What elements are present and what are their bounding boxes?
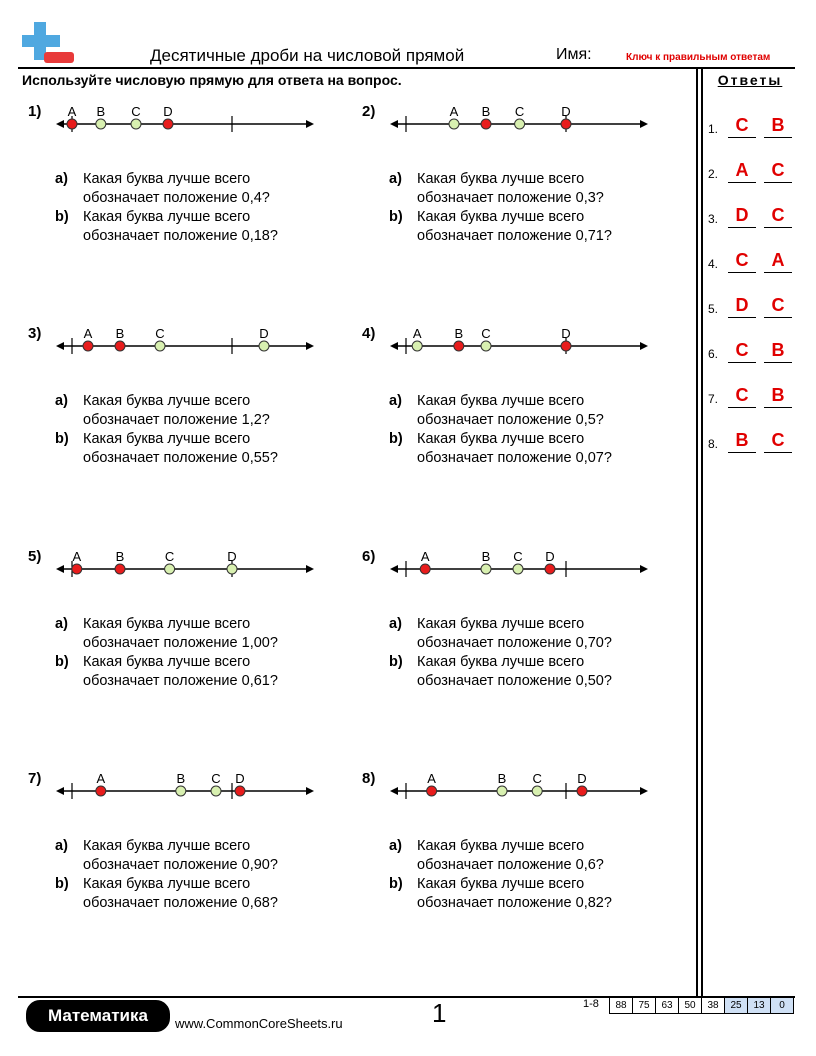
score-cell: 0 xyxy=(770,997,794,1014)
question-b xyxy=(55,208,355,246)
point-letter: B xyxy=(481,549,491,564)
question-b xyxy=(55,653,355,691)
plus-minus-logo-icon xyxy=(22,22,78,70)
point-letter: C xyxy=(211,771,221,786)
answer-a[interactable]: C xyxy=(728,338,756,363)
point-letter: B xyxy=(115,326,125,341)
point-marker xyxy=(115,341,125,351)
point-marker xyxy=(235,786,245,796)
question-a xyxy=(55,837,355,875)
score-cell: 75 xyxy=(632,997,656,1014)
answer-row xyxy=(706,248,798,278)
answer-row xyxy=(706,113,798,143)
point-marker xyxy=(513,564,523,574)
question-line-2: обозначает положение 0,50? xyxy=(417,673,612,689)
question-b xyxy=(389,875,689,913)
header-divider xyxy=(18,67,795,69)
number-line xyxy=(50,545,320,595)
question-line-1: Какая буква лучше всего xyxy=(417,209,585,225)
question-line-1: Какая буква лучше всего xyxy=(417,876,585,892)
worksheet-title: Десятичные дроби на числовой прямой xyxy=(150,46,465,65)
score-cell: 88 xyxy=(609,997,633,1014)
question-a xyxy=(55,392,355,430)
point-marker xyxy=(131,119,141,129)
arrow-left-icon xyxy=(56,787,64,795)
point-marker xyxy=(72,564,82,574)
question-line-1: Какая буква лучше всего xyxy=(417,838,585,854)
score-table xyxy=(610,997,794,1014)
point-marker xyxy=(96,786,106,796)
question-label: b) xyxy=(55,876,69,892)
answer-a[interactable]: C xyxy=(728,113,756,138)
answer-a[interactable]: C xyxy=(728,383,756,408)
arrow-left-icon xyxy=(56,342,64,350)
point-marker xyxy=(449,119,459,129)
answer-number: 2. xyxy=(708,167,719,181)
point-marker xyxy=(420,564,430,574)
point-marker xyxy=(515,119,525,129)
point-letter: A xyxy=(427,771,436,786)
answer-number: 8. xyxy=(708,437,719,451)
question-label: a) xyxy=(389,393,402,409)
question-line-2: обозначает положение 0,07? xyxy=(417,450,612,466)
question-line-1: Какая буква лучше всего xyxy=(83,393,251,409)
answer-number: 3. xyxy=(708,212,719,226)
question-label: b) xyxy=(55,209,69,225)
point-letter: C xyxy=(514,104,525,119)
answer-a[interactable]: D xyxy=(728,203,756,228)
point-marker xyxy=(67,119,77,129)
question-line-1: Какая буква лучше всего xyxy=(417,654,585,670)
question-line-1: Какая буква лучше всего xyxy=(83,838,251,854)
score-range-label: 1-8 xyxy=(583,998,599,1010)
question-label: a) xyxy=(389,838,402,854)
subject-logo: Математика xyxy=(26,1000,170,1032)
answer-number: 1. xyxy=(708,122,719,136)
question-label: a) xyxy=(55,171,68,187)
question-line-2: обозначает положение 0,71? xyxy=(417,228,612,244)
point-marker xyxy=(96,119,106,129)
point-marker xyxy=(163,119,173,129)
question-a xyxy=(389,392,689,430)
point-marker xyxy=(83,341,93,351)
number-line xyxy=(50,767,320,817)
point-marker xyxy=(577,786,587,796)
point-letter: D xyxy=(577,771,587,786)
arrow-right-icon xyxy=(640,342,648,350)
question-a xyxy=(55,615,355,653)
answer-b[interactable]: B xyxy=(764,338,792,363)
point-letter: D xyxy=(227,549,237,564)
point-marker xyxy=(481,341,491,351)
question-label: b) xyxy=(55,654,69,670)
point-letter: C xyxy=(481,326,491,341)
instruction: Используйте числовую прямую для ответа на вопрос. xyxy=(22,72,402,88)
question-line-2: обозначает положение 0,90? xyxy=(83,857,278,873)
question-label: a) xyxy=(55,616,68,632)
question-label: b) xyxy=(389,876,403,892)
point-letter: D xyxy=(561,326,571,341)
question-a xyxy=(389,615,689,653)
point-marker xyxy=(561,119,571,129)
question-label: b) xyxy=(389,654,403,670)
answer-row xyxy=(706,203,798,233)
question-label: a) xyxy=(389,616,402,632)
question-line-2: обозначает положение 0,3? xyxy=(417,190,604,206)
point-marker xyxy=(155,341,165,351)
score-cell: 63 xyxy=(655,997,679,1014)
question-line-1: Какая буква лучше всего xyxy=(83,876,251,892)
question-line-1: Какая буква лучше всего xyxy=(417,616,585,632)
point-letter: D xyxy=(259,326,269,341)
score-cell: 25 xyxy=(724,997,748,1014)
question-b xyxy=(389,208,689,246)
arrow-right-icon xyxy=(640,120,648,128)
point-letter: C xyxy=(513,549,523,564)
question-a xyxy=(389,170,689,208)
question-line-2: обозначает положение 0,82? xyxy=(417,895,612,911)
point-marker xyxy=(427,786,437,796)
number-line xyxy=(50,322,320,372)
question-line-1: Какая буква лучше всего xyxy=(83,616,251,632)
point-letter: C xyxy=(164,549,175,564)
point-letter: A xyxy=(412,326,422,341)
question-label: b) xyxy=(389,431,403,447)
point-letter: C xyxy=(155,326,165,341)
question-b xyxy=(55,430,355,468)
answers-divider-right xyxy=(701,67,703,997)
answer-number: 5. xyxy=(708,302,719,316)
point-marker xyxy=(545,564,555,574)
point-letter: D xyxy=(163,104,173,119)
point-marker xyxy=(211,786,221,796)
question-line-2: обозначает положение 0,61? xyxy=(83,673,278,689)
answer-b[interactable]: B xyxy=(764,383,792,408)
question-line-1: Какая буква лучше всего xyxy=(83,654,251,670)
arrow-left-icon xyxy=(390,120,398,128)
arrow-right-icon xyxy=(306,342,314,350)
point-marker xyxy=(115,564,125,574)
problem-number: 6) xyxy=(362,548,376,565)
question-line-1: Какая буква лучше всего xyxy=(83,171,251,187)
answer-number: 7. xyxy=(708,392,719,406)
question-line-1: Какая буква лучше всего xyxy=(417,393,585,409)
question-b xyxy=(55,875,355,913)
point-letter: B xyxy=(96,104,106,119)
question-line-2: обозначает положение 0,18? xyxy=(83,228,278,244)
arrow-left-icon xyxy=(56,565,64,573)
question-line-2: обозначает положение 0,6? xyxy=(417,857,604,873)
point-marker xyxy=(259,341,269,351)
arrow-left-icon xyxy=(390,342,398,350)
point-letter: A xyxy=(72,549,82,564)
question-line-1: Какая буква лучше всего xyxy=(417,431,585,447)
number-line xyxy=(50,100,320,150)
arrow-left-icon xyxy=(390,787,398,795)
score-cell: 38 xyxy=(701,997,725,1014)
point-marker xyxy=(412,341,422,351)
point-marker xyxy=(481,119,491,129)
point-letter: B xyxy=(481,104,491,119)
arrow-right-icon xyxy=(306,120,314,128)
question-line-2: обозначает положение 0,55? xyxy=(83,450,278,466)
arrow-left-icon xyxy=(56,120,64,128)
point-marker xyxy=(165,564,175,574)
question-line-1: Какая буква лучше всего xyxy=(83,431,251,447)
question-line-2: обозначает положение 1,2? xyxy=(83,412,270,428)
number-line xyxy=(384,767,654,817)
arrow-right-icon xyxy=(306,565,314,573)
point-letter: A xyxy=(83,326,93,341)
point-letter: D xyxy=(545,549,555,564)
point-letter: D xyxy=(561,104,571,119)
question-label: a) xyxy=(55,838,68,854)
problem-number: 7) xyxy=(28,770,42,787)
score-cell: 13 xyxy=(747,997,771,1014)
problem-number: 8) xyxy=(362,770,376,787)
point-letter: A xyxy=(420,549,430,564)
question-line-1: Какая буква лучше всего xyxy=(83,209,251,225)
point-marker xyxy=(176,786,186,796)
point-letter: C xyxy=(532,771,542,786)
question-label: a) xyxy=(55,393,68,409)
number-line xyxy=(384,545,654,595)
point-letter: A xyxy=(67,104,77,119)
question-line-2: обозначает положение 0,4? xyxy=(83,190,270,206)
point-letter: B xyxy=(176,771,186,786)
answer-row xyxy=(706,158,798,188)
point-letter: A xyxy=(96,771,106,786)
question-a xyxy=(389,837,689,875)
point-letter: C xyxy=(131,104,141,119)
answer-b[interactable]: C xyxy=(764,293,792,318)
problem-number: 1) xyxy=(28,103,42,120)
answer-b[interactable]: C xyxy=(764,158,792,183)
question-label: a) xyxy=(389,171,402,187)
answer-b[interactable]: C xyxy=(764,428,792,453)
problem-number: 3) xyxy=(28,325,42,342)
arrow-right-icon xyxy=(640,565,648,573)
score-cell: 50 xyxy=(678,997,702,1014)
answer-number: 4. xyxy=(708,257,719,271)
point-marker xyxy=(481,564,491,574)
point-marker xyxy=(561,341,571,351)
question-label: b) xyxy=(55,431,69,447)
question-line-1: Какая буква лучше всего xyxy=(417,171,585,187)
point-letter: B xyxy=(497,771,507,786)
question-line-2: обозначает положение 0,68? xyxy=(83,895,278,911)
answers-title: Ответы xyxy=(717,72,783,88)
answer-row xyxy=(706,383,798,413)
answers-divider-left xyxy=(696,67,698,997)
point-marker xyxy=(227,564,237,574)
answer-a[interactable]: D xyxy=(728,293,756,318)
question-line-2: обозначает положение 0,70? xyxy=(417,635,612,651)
name-label: Имя: xyxy=(556,46,592,63)
answer-key-label: Ключ к правильным ответам xyxy=(626,52,771,63)
question-b xyxy=(389,430,689,468)
answer-a[interactable]: C xyxy=(728,248,756,273)
number-line xyxy=(384,100,654,150)
problem-number: 2) xyxy=(362,103,376,120)
answer-b[interactable]: B xyxy=(764,113,792,138)
question-b xyxy=(389,653,689,691)
answer-row xyxy=(706,293,798,323)
question-line-2: обозначает положение 0,5? xyxy=(417,412,604,428)
answer-row xyxy=(706,428,798,458)
site-url: www.CommonCoreSheets.ru xyxy=(175,1016,343,1031)
arrow-left-icon xyxy=(390,565,398,573)
point-letter: D xyxy=(235,771,245,786)
question-label: b) xyxy=(389,209,403,225)
problem-number: 5) xyxy=(28,548,42,565)
arrow-right-icon xyxy=(640,787,648,795)
point-marker xyxy=(532,786,542,796)
point-letter: A xyxy=(449,104,459,119)
answer-a[interactable]: A xyxy=(728,158,756,183)
arrow-right-icon xyxy=(306,787,314,795)
answer-b[interactable]: C xyxy=(764,203,792,228)
point-letter: B xyxy=(454,326,464,341)
point-marker xyxy=(497,786,507,796)
number-line xyxy=(384,322,654,372)
point-marker xyxy=(454,341,464,351)
question-line-2: обозначает положение 1,00? xyxy=(83,635,278,651)
problem-number: 4) xyxy=(362,325,376,342)
answer-b[interactable]: A xyxy=(764,248,792,273)
answer-a[interactable]: B xyxy=(728,428,756,453)
answer-row xyxy=(706,338,798,368)
page-number: 1 xyxy=(432,998,447,1028)
answer-number: 6. xyxy=(708,347,719,361)
point-letter: B xyxy=(115,549,125,564)
question-a xyxy=(55,170,355,208)
